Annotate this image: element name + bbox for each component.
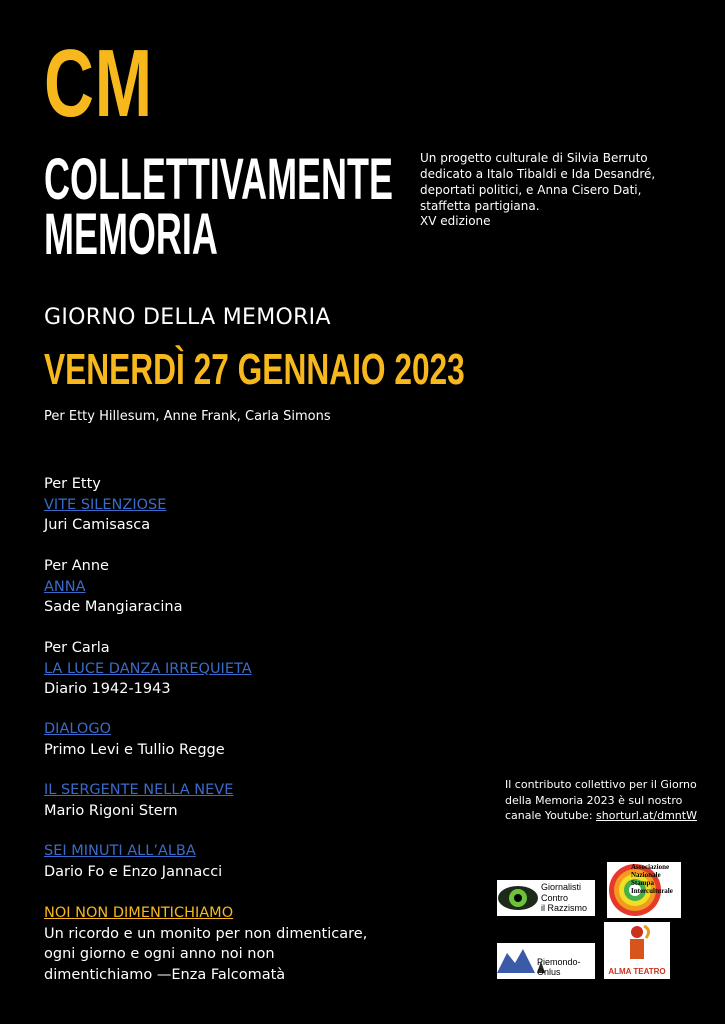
- sponsor-text: Nazionale: [631, 871, 661, 879]
- sponsor-text: il Razzismo: [541, 903, 588, 913]
- sponsor-text: ALMA TEATRO: [608, 967, 666, 976]
- entry-title-link[interactable]: VITE SILENZIOSE: [44, 496, 167, 513]
- entry-title-link[interactable]: DIALOGO: [44, 721, 111, 737]
- entry-author: Primo Levi e Tullio Regge: [44, 741, 225, 758]
- program-entry-noi-non-dimentichiamo: [44, 903, 367, 985]
- youtube-prefix: canale Youtube:: [505, 809, 597, 822]
- sponsor-piemondo-onlus: [497, 943, 595, 979]
- entry-title-link[interactable]: LA LUCE DANZA IRREQUIETA: [44, 660, 252, 677]
- entry-author: Dario Fo e Enzo Jannacci: [44, 863, 223, 880]
- sponsor-alma-teatro: [604, 922, 670, 979]
- entry-text-line: Un ricordo e un monito per non dimenticare,: [44, 925, 368, 942]
- sponsor-text: Associazione: [631, 863, 670, 871]
- entry-author: Mario Rigoni Stern: [44, 802, 178, 819]
- youtube-line-1: Il contributo collettivo per il Giorno: [505, 778, 697, 791]
- eye-icon: [497, 880, 539, 916]
- entry-text-line: dimentichiamo —Enza Falcomatà: [44, 966, 286, 983]
- entry-title-link[interactable]: IL SERGENTE NELLA NEVE: [44, 782, 234, 798]
- cm-logo: CM: [44, 30, 153, 137]
- event-name: GIORNO DELLA MEMORIA: [44, 305, 331, 330]
- sponsor-ansi: [607, 862, 681, 918]
- sponsor-text: Piemondo-Onlus: [537, 957, 581, 977]
- title-line-1: COLLETTIVAMENTE: [44, 147, 393, 212]
- sponsor-text: Giornalisti: [541, 882, 582, 892]
- entry-intro: Per Etty: [44, 476, 101, 492]
- sponsor-text: Contro: [541, 892, 569, 903]
- youtube-link[interactable]: shorturl.at/dmntW: [596, 809, 697, 822]
- sponsor-text: Stampa: [631, 879, 654, 887]
- entry-text-line: ogni giorno e ogni anno noi non: [44, 946, 275, 962]
- entry-title-link[interactable]: ANNA: [44, 578, 86, 595]
- entry-intro: Per Anne: [44, 558, 109, 574]
- entry-author: Juri Camisasca: [44, 517, 151, 533]
- title-line-2: MEMORIA: [44, 202, 218, 267]
- dedication: Per Etty Hillesum, Anne Frank, Carla Simons: [44, 409, 331, 424]
- entry-title-link[interactable]: SEI MINUTI ALL’ALBA: [44, 843, 196, 859]
- entry-intro: Per Carla: [44, 640, 110, 656]
- program-entry-sergente: [44, 780, 233, 821]
- edition-label: XV edizione: [420, 214, 491, 228]
- entry-title-link[interactable]: NOI NON DIMENTICHIAMO: [44, 905, 234, 921]
- entry-author: Diario 1942-1943: [44, 681, 171, 697]
- theatre-figure-icon: [604, 922, 670, 968]
- sponsor-giornalisti-contro-il-razzismo: [497, 880, 595, 916]
- program-entry-sei-minuti: [44, 841, 222, 882]
- sponsor-text: Interculturale: [631, 887, 673, 895]
- program-entry-carla: [44, 638, 252, 700]
- youtube-notice: [505, 777, 705, 824]
- program-entry-anne: [44, 556, 182, 618]
- event-date: VENERDÌ 27 GENNAIO 2023: [44, 345, 465, 394]
- youtube-line-2: della Memoria 2023 è sul nostro: [505, 793, 683, 807]
- program-entry-dialogo: [44, 719, 225, 760]
- project-intro: Un progetto culturale di Silvia Berruto dedicato a Italo Tibaldi e Ida Desandré, deportati politici, e Anna Cisero Dati, staffetta partigiana.: [420, 151, 656, 213]
- entry-author: Sade Mangiaracina: [44, 599, 183, 615]
- program-entry-etty: [44, 474, 166, 536]
